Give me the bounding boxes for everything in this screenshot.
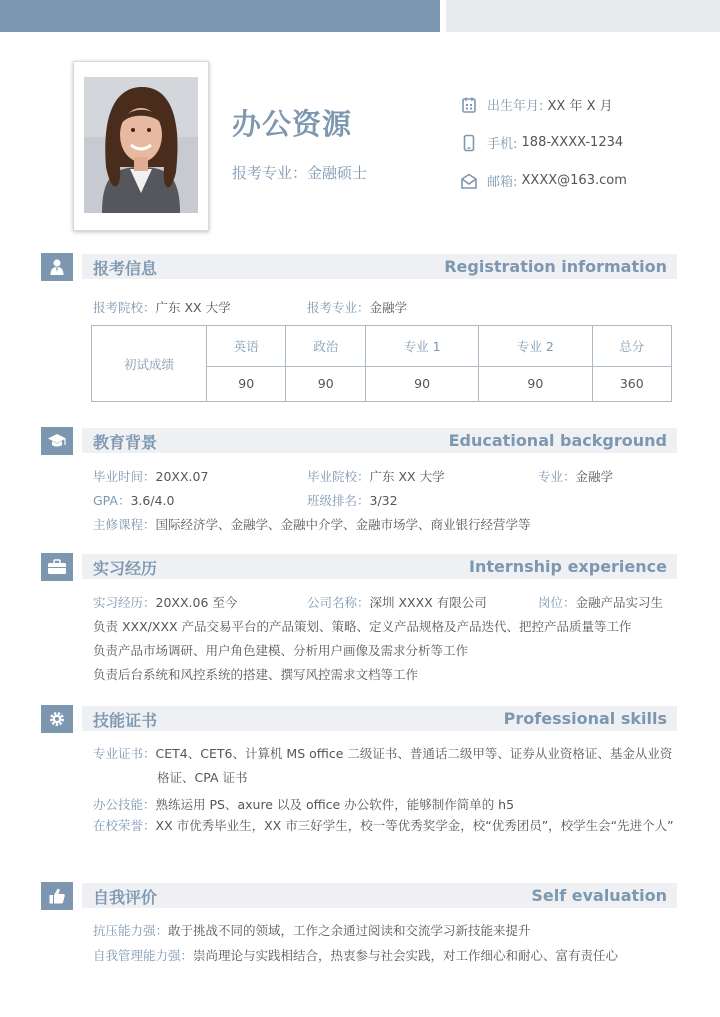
intern-duty: 负责 XXX/XXX 产品交易平台的产品策划、策略、定义产品规格及产品迭代、把控产品质量等工作 [93, 619, 632, 634]
section-title-en: Internship experience [469, 557, 667, 576]
section-title: 技能证书 [93, 711, 158, 730]
mail-icon [460, 172, 478, 190]
period-value: 20XX.06 至今 [155, 595, 238, 610]
birth-value: XX 年 X 月 [547, 99, 613, 114]
birth-label: 出生年月: [487, 99, 544, 114]
score-table [91, 325, 672, 402]
honor-label: 在校荣誉： [93, 818, 156, 833]
gpa-value: 3.6/4.0 [130, 493, 175, 508]
stress-label: 抗压能力强： [93, 923, 169, 938]
score-header: 专业 2 [479, 326, 592, 367]
phone-value: 188-XXXX-1234 [521, 135, 624, 150]
grad-time-value: 20XX.07 [155, 469, 209, 484]
self-management [93, 946, 618, 964]
intern-duty: 负责后台系统和风控系统的搭建、撰写风控需求文档等工作 [93, 667, 419, 682]
section-title: 自我评价 [93, 888, 158, 907]
score-value: 90 [479, 366, 592, 401]
self-stress [93, 921, 531, 939]
top-bar-accent [0, 0, 440, 32]
intern-post [538, 593, 663, 611]
phone-icon [460, 134, 478, 152]
score-header: 总分 [592, 326, 672, 367]
phone-label: 手机: [487, 137, 518, 152]
calendar-icon [460, 96, 478, 114]
section-registration-header [41, 254, 677, 279]
courses-label: 主修课程： [93, 517, 156, 532]
rank-value: 3/32 [369, 493, 398, 508]
section-title-en: Educational background [448, 431, 667, 450]
school-value: 广东 XX 大学 [155, 300, 231, 315]
grad-school-label: 毕业院校： [307, 469, 370, 484]
contact-email [460, 171, 627, 190]
person-icon [41, 253, 73, 281]
stress-value: 敢于挑战不同的领域，工作之余通过阅读和交流学习新技能来提升 [168, 923, 531, 938]
section-title: 教育背景 [93, 433, 158, 452]
section-title-en: Professional skills [503, 709, 667, 728]
edu-courses [93, 515, 531, 533]
intern-duty: 负责产品市场调研、用户角色建模、分析用户画像及需求分析等工作 [93, 643, 469, 658]
score-row-label: 初试成绩 [92, 326, 207, 402]
contact-birth [460, 95, 613, 114]
grad-time-label: 毕业时间： [93, 469, 156, 484]
score-header: 专业 1 [365, 326, 478, 367]
reg-major-label: 报考专业： [307, 300, 370, 315]
post-value: 金融产品实习生 [575, 595, 664, 610]
self-mgmt-value: 崇尚理论与实践相结合，热衷参与社会实践，对工作细心和耐心、富有责任心 [193, 948, 619, 963]
photo-frame [73, 61, 209, 231]
score-header: 英语 [207, 326, 286, 367]
post-label: 岗位： [538, 595, 576, 610]
company-label: 公司名称： [307, 595, 370, 610]
section-skills-header [41, 706, 677, 731]
school-label: 报考院校： [93, 300, 156, 315]
section-self-header [41, 883, 677, 908]
company-value: 深圳 XXXX 有限公司 [369, 595, 487, 610]
graduation-cap-icon [41, 427, 73, 455]
edu-major-label: 专业： [538, 469, 576, 484]
section-title-en: Self evaluation [531, 886, 667, 905]
section-title-en: Registration information [444, 257, 667, 276]
score-value: 90 [286, 366, 365, 401]
target-major [232, 162, 367, 183]
honor-value: XX 市优秀毕业生，XX 市三好学生，校一等优秀奖学金，校“优秀团员”，校学生会“先进个人” [155, 818, 674, 833]
self-mgmt-label: 自我管理能力强： [93, 948, 194, 963]
gpa-label: GPA： [93, 493, 131, 508]
intern-period [93, 593, 237, 611]
skills-office [93, 795, 514, 813]
skills-cert [93, 742, 675, 790]
score-value: 90 [207, 366, 286, 401]
office-value: 熟练运用 PS、axure 以及 office 办公软件，能够制作简单的 h5 [155, 797, 515, 812]
section-title: 实习经历 [93, 559, 158, 578]
edu-grad-school [307, 467, 445, 485]
intern-company [307, 593, 487, 611]
edu-grad-time [93, 467, 208, 485]
registration-major-row [307, 298, 407, 316]
period-label: 实习经历： [93, 595, 156, 610]
reg-major-value: 金融学 [369, 300, 408, 315]
edu-rank [307, 491, 398, 509]
cert-value: CET4、CET6、计算机 MS office 二级证书、普通话二级甲等、证券从业资格证、基金从业资格证、CPA 证书 [155, 746, 673, 785]
top-bar-light [446, 0, 720, 32]
office-label: 办公技能： [93, 797, 156, 812]
profile-photo [84, 77, 198, 213]
courses-value: 国际经济学、金融学、金融中介学、金融市场学、商业银行经营学等 [155, 517, 531, 532]
gear-icon [41, 705, 73, 733]
edu-gpa [93, 491, 174, 509]
score-value: 360 [592, 366, 672, 401]
contact-phone [460, 133, 623, 152]
email-value: XXXX@163.com [521, 173, 627, 188]
applicant-name: 办公资源 [232, 107, 353, 141]
skills-honor [93, 814, 675, 838]
section-internship-header [41, 554, 677, 579]
rank-label: 班级排名： [307, 493, 370, 508]
edu-major [538, 467, 613, 485]
briefcase-icon [41, 553, 73, 581]
score-header: 政治 [286, 326, 365, 367]
edu-major-value: 金融学 [575, 469, 614, 484]
section-title: 报考信息 [93, 259, 158, 278]
email-label: 邮箱: [487, 175, 518, 190]
grad-school-value: 广东 XX 大学 [369, 469, 445, 484]
section-education-header [41, 428, 677, 453]
target-major-label: 报考专业： [232, 164, 308, 182]
registration-info-row [93, 298, 231, 316]
score-value: 90 [365, 366, 478, 401]
thumbs-up-icon [41, 882, 73, 910]
cert-label: 专业证书： [93, 746, 156, 761]
target-major-value: 金融硕士 [307, 164, 368, 182]
